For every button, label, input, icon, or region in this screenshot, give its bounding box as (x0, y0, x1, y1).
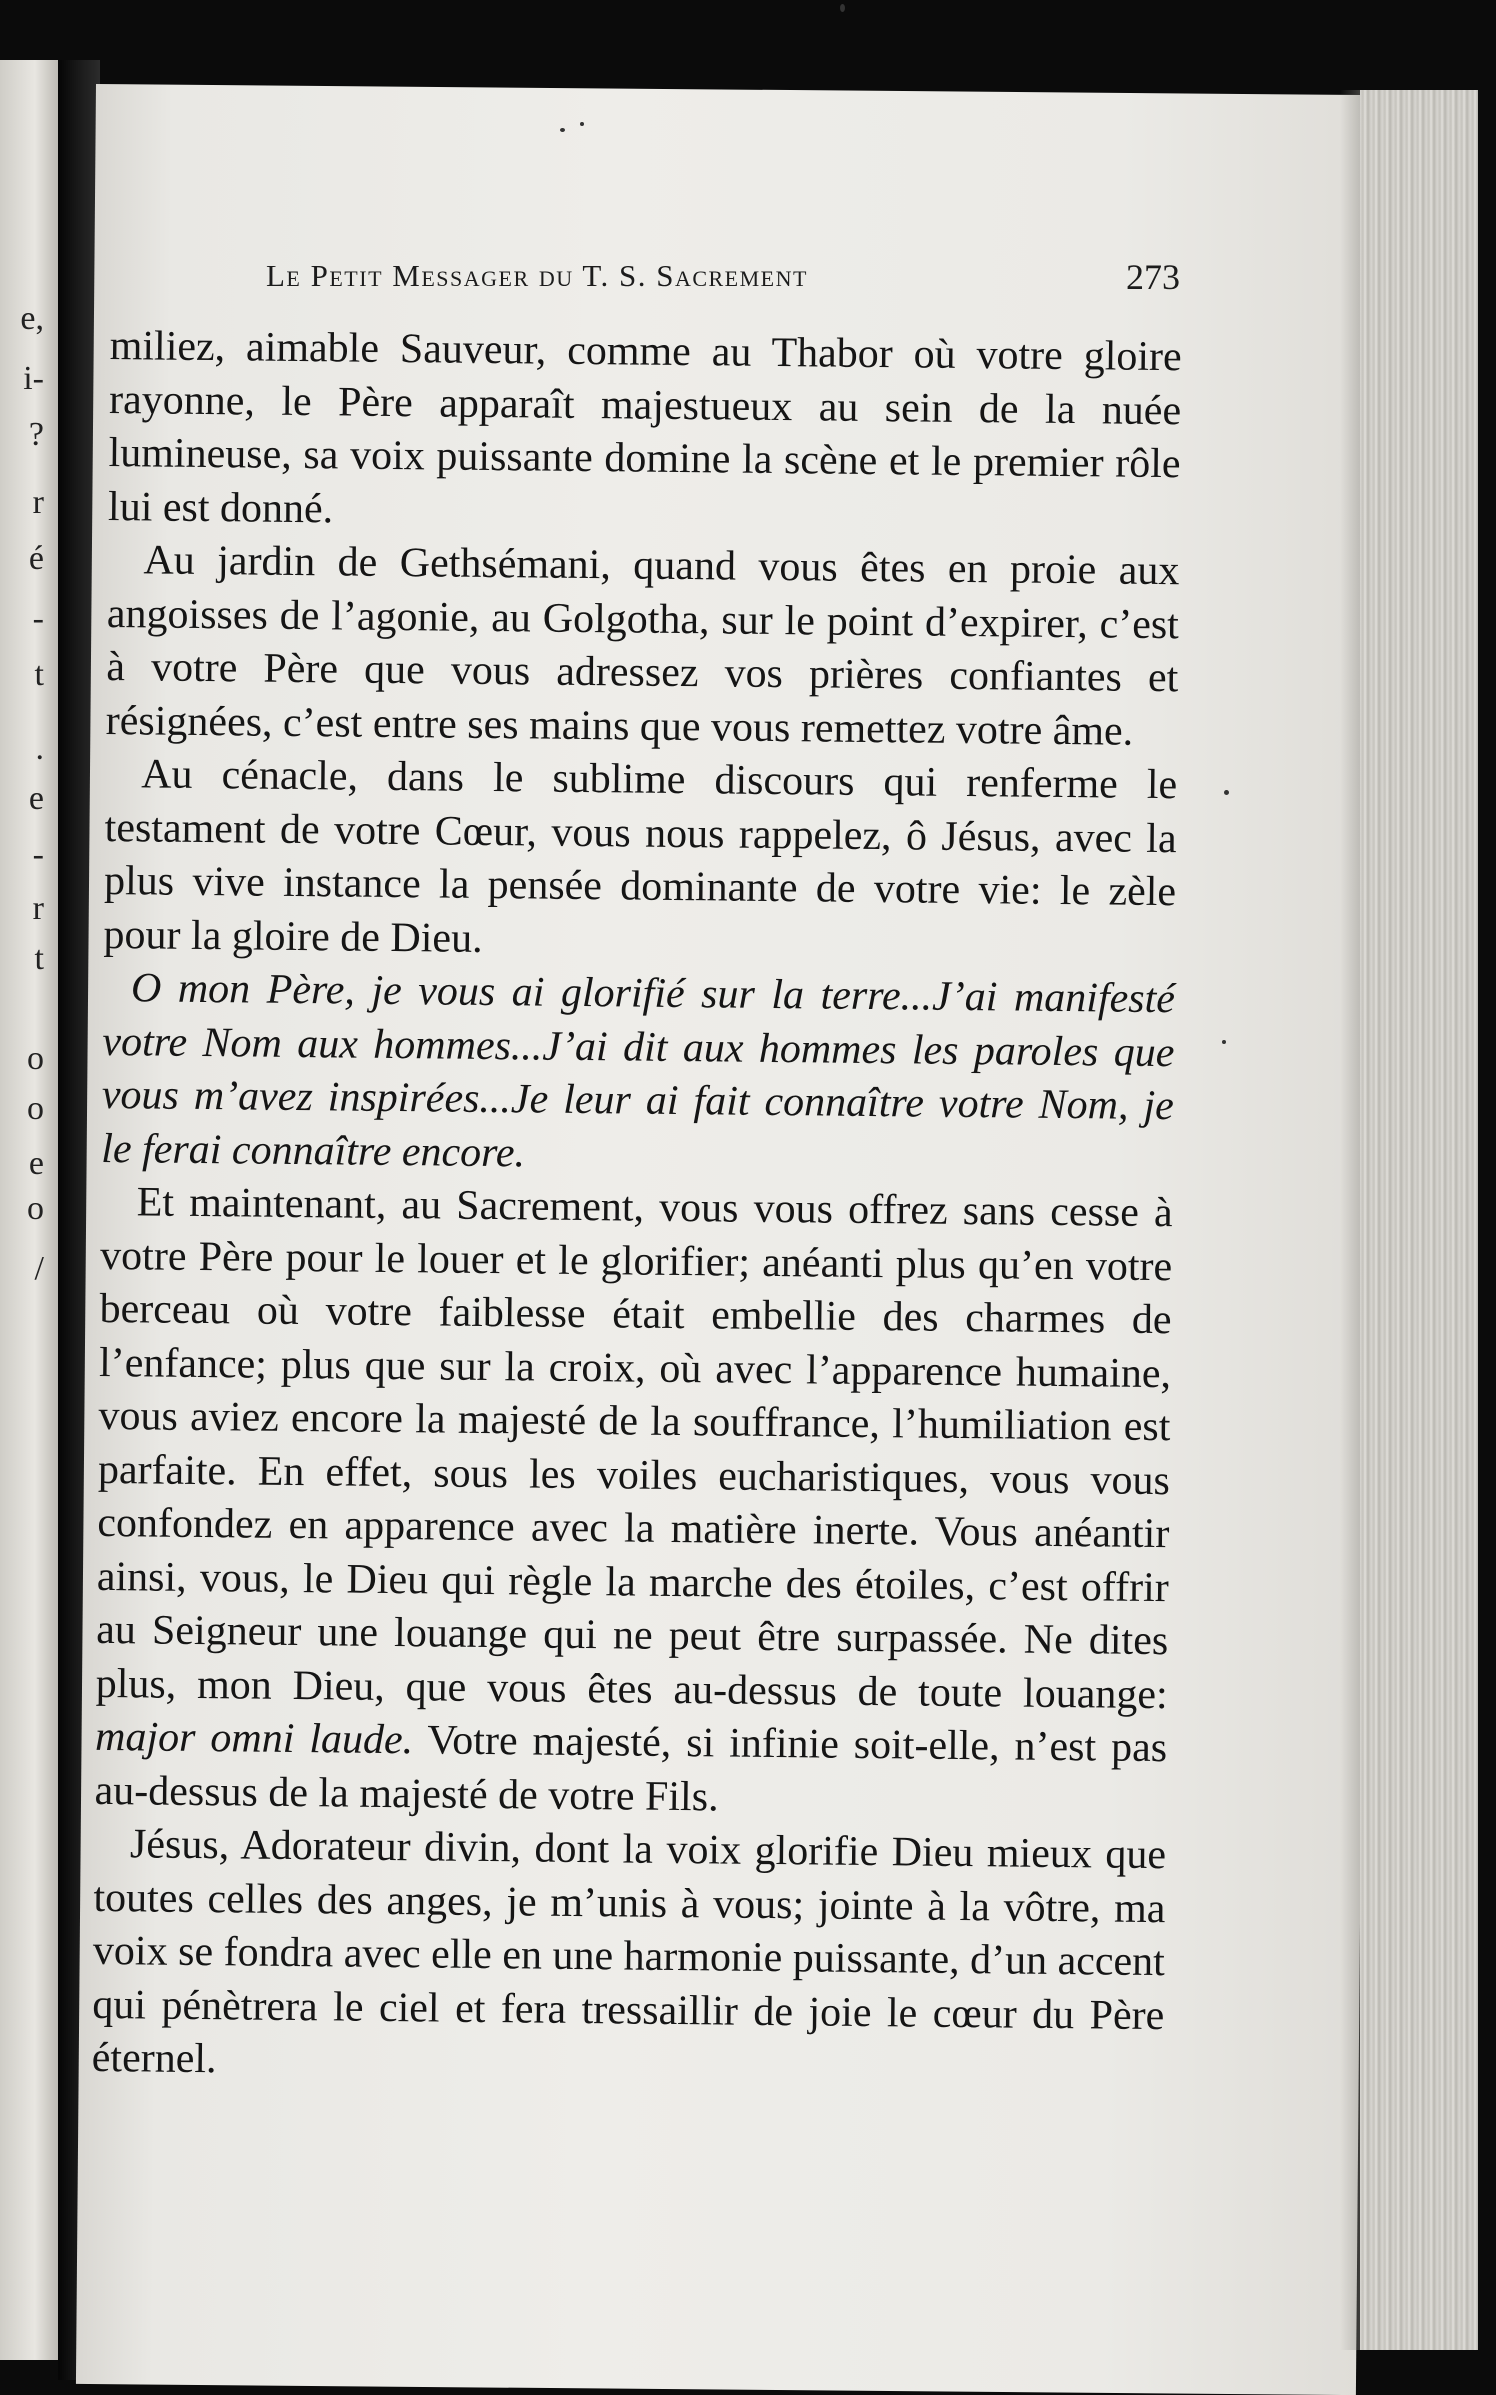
facing-page-letter: e (28, 780, 44, 817)
paragraph-5-text-after: Votre majesté, si infinie soit-elle, n’est pas au-dessus de la majesté de votre Fils. (94, 1717, 1168, 1820)
facing-page-letter: / (34, 1250, 44, 1287)
paragraph-5 (94, 1176, 1173, 1829)
facing-page-letter: r (32, 890, 44, 927)
latin-phrase: major omni laude. (94, 1713, 414, 1764)
facing-page-fragment (0, 60, 58, 2360)
facing-page-letter: e, (20, 300, 44, 337)
facing-page-letter: - (32, 836, 44, 873)
facing-page-letter: ? (28, 416, 44, 453)
facing-page-letter: r (32, 484, 44, 521)
paragraph-1: miliez, aimable Sauveur, comme au Thabor où votre gloire rayonne, le Père apparaît majestueux au sein de la nuée lumineuse, sa voix puissante domine la scène et le premier rôle lui est donné. (107, 322, 1182, 532)
paragraph-2: Au jardin de Gethsémani, quand vous êtes en proie aux angoisses de l’agonie, au Golgotha, sur le point d’expirer, c’est à votre Père que vous adressez vos prières confiantes et résignées, c’est entre ses mains que vous remettez votre âme. (105, 537, 1180, 755)
paragraph-6: Jésus, Adorateur divin, dont la voix glorifie Dieu mieux que toutes celles des anges, je m’unis à vous; jointe à la vôtre, ma voix se fondra avec elle en une harmonie puissante, d’un accent qui pénètrera le ciel et fera tressaillir de joie le cœur du Père éternel. (91, 1821, 1167, 2083)
quotation-paragraph: O mon Père, je vous ai glorifié sur la terre...J’ai manifesté votre Nom aux hommes...J’ai dit aux hommes les paroles que vous m’avez inspirées...Je leur ai fait connaître votre Nom, je le ferai connaître encore. (101, 965, 1176, 1176)
facing-page-letter: i- (23, 360, 44, 397)
page-header (170, 252, 1180, 312)
paragraph-3: Au cénacle, dans le sublime discours qui renferme le testament de votre Cœur, vous nous rappelez, ô Jésus, avec la plus vive instance la pensée dominante de votre vie: le zèle pour la gloire de Dieu. (103, 751, 1178, 962)
body-text (92, 320, 1182, 2097)
page-number: 273 (1126, 257, 1180, 297)
facing-page-letter: . (35, 730, 44, 767)
running-title: Le Petit Messager du T. S. Sacrement (266, 258, 808, 293)
facing-page-letter: t (34, 940, 44, 977)
facing-page-letter: - (32, 600, 44, 637)
paragraph-5-text-before: Et maintenant, au Sacrement, vous vous offrez sans cesse à votre Père pour le louer et le glorifier; anéanti plus qu’en votre berceau où votre faiblesse était embellie des charmes de l’enfance; plus que sur la croix, où avec l’apparence humaine, vous aviez encore la majesté de la souffrance, l’humiliation est parfaite. En effet, sous les voiles eucharistiques, vous vous confondez en apparence avec la matière inerte. Vous anéantir ainsi, vous, le Dieu qui règle la marche des étoiles, c’est offrir au Seigneur une louange qui ne peut être surpassée. Ne dites plus, mon Dieu, que vous êtes au-dessus de toute louange: (95, 1179, 1173, 1718)
facing-page-letter: o (27, 1190, 44, 1227)
facing-page-letter: e (28, 1145, 44, 1182)
facing-page-letter: t (34, 656, 44, 693)
facing-page-letter: o (27, 1040, 44, 1077)
page-stack-edges (1360, 90, 1478, 2350)
facing-page-letter: o (27, 1090, 44, 1127)
facing-page-letter: é (28, 540, 44, 577)
